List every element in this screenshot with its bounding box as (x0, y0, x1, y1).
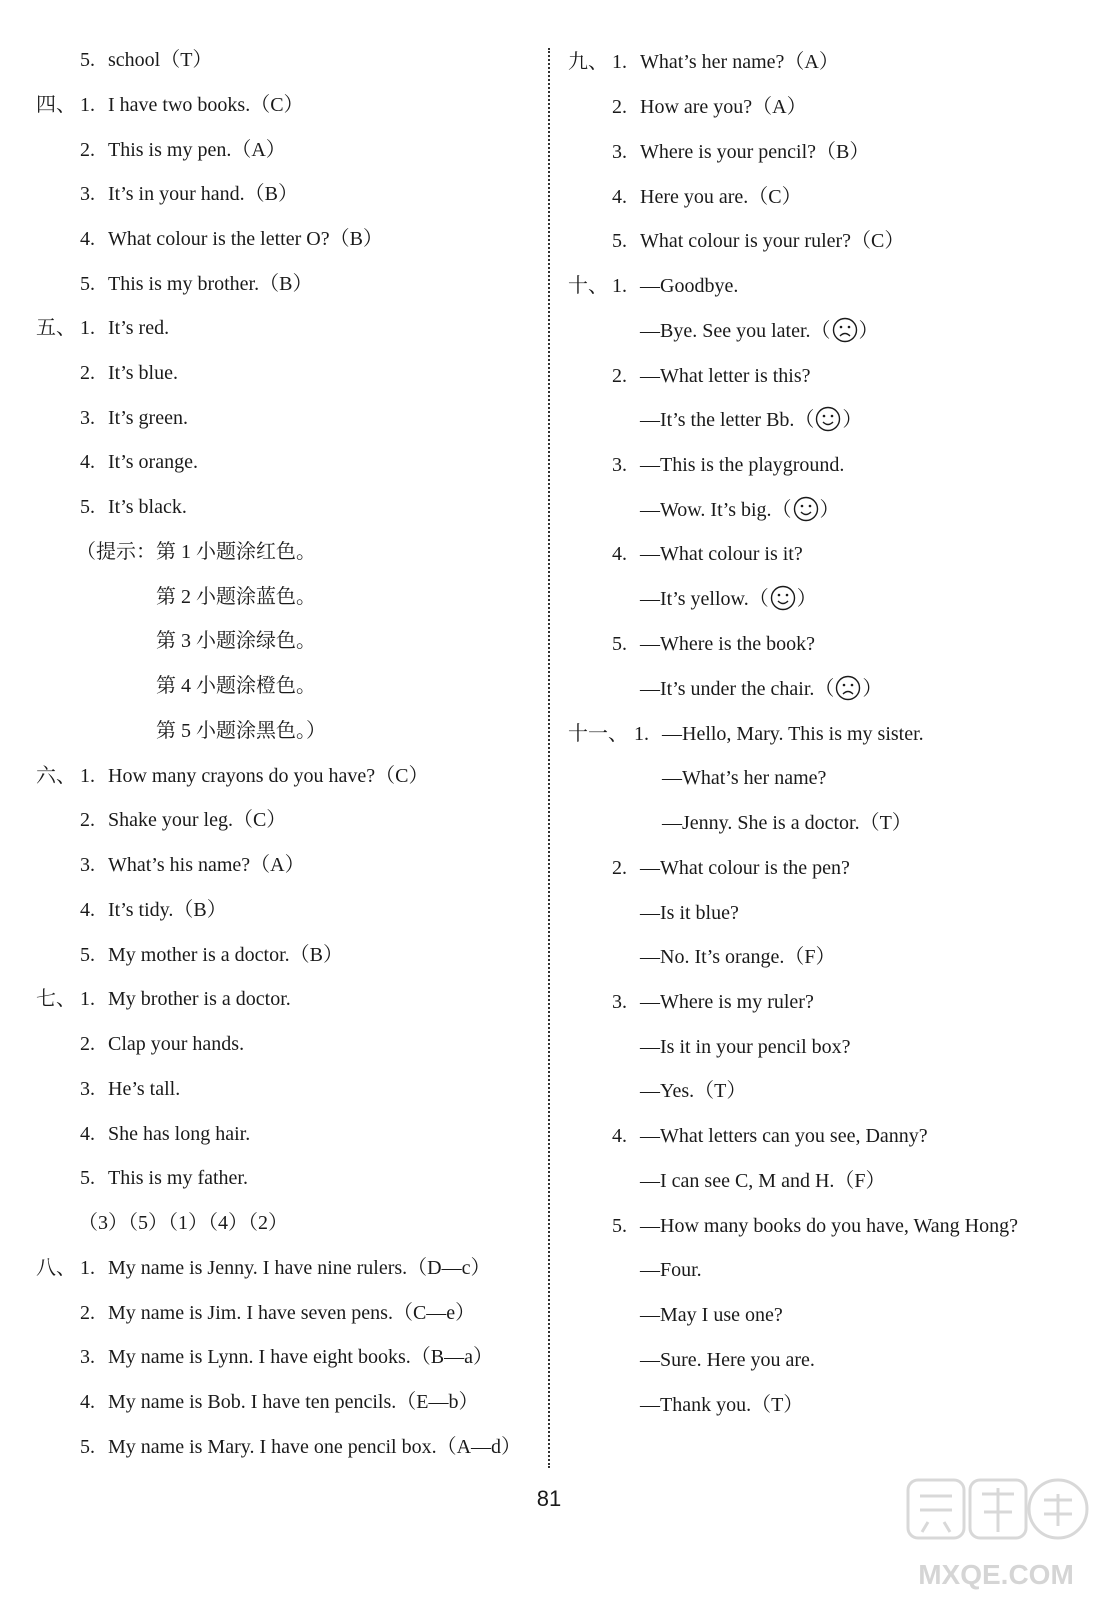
dialogue-line: —It’s the letter Bb.（ ） (640, 406, 862, 434)
answer-line: 3. It’s green. (80, 407, 188, 429)
answer-line: 5. It’s black. (80, 496, 187, 518)
dialogue-line: —No. It’s orange.（F） (640, 946, 836, 968)
hint-line: 第 2 小题涂蓝色。 (156, 586, 316, 608)
answer-line: 4. Here you are.（C） (612, 186, 802, 208)
section-label: 四、 (36, 94, 76, 116)
dialogue-line: —It’s yellow.（ ） (640, 585, 817, 613)
dialogue-line: —Bye. See you later.（ ） (640, 317, 879, 345)
section-label: 十一、 (568, 723, 628, 745)
hint-line: 第 5 小题涂黑色。） (156, 720, 326, 742)
dialogue-line: 2. —What letter is this? (612, 365, 811, 387)
dialogue-line: —Jenny. She is a doctor.（T） (662, 812, 912, 834)
dialogue-line: —May I use one? (640, 1304, 783, 1326)
dialogue-line: 4. —What colour is it? (612, 543, 803, 565)
answer-line: 5. What colour is your ruler?（C） (612, 230, 905, 252)
answer-line: 5. This is my father. (80, 1167, 248, 1189)
dialogue-line: 2. —What colour is the pen? (612, 857, 850, 879)
sad-face-icon (835, 675, 861, 701)
dialogue-line: —Is it in your pencil box? (640, 1036, 851, 1058)
dialogue-line: 4. —What letters can you see, Danny? (612, 1125, 928, 1147)
dialogue-line: —Four. (640, 1259, 702, 1281)
section-label: 五、 (36, 317, 76, 339)
section-label: 八、 (36, 1257, 76, 1279)
section-8-line-1: 八、 1. My name is Jenny. I have nine rulers.（D—c） (36, 1254, 491, 1282)
answer-line: 4. My name is Bob. I have ten pencils.（E—b） (80, 1391, 479, 1413)
section-7-line-1: 七、 1. My brother is a doctor. (36, 985, 291, 1013)
answer-line: 3. What’s his name?（A） (80, 854, 305, 876)
dialogue-line: 3. —This is the playground. (612, 454, 845, 476)
order-answer: （3）（5）（1）（4）（2） (78, 1212, 288, 1234)
watermark-text: MXQE.COM (918, 1559, 1074, 1590)
answer-line: 5. This is my brother.（B） (80, 273, 313, 295)
answer-line: 2. This is my pen.（A） (80, 139, 286, 161)
dialogue-line: 5. —How many books do you have, Wang Hong? (612, 1215, 1018, 1237)
hint-line: 第 3 小题涂绿色。 (156, 630, 316, 652)
answer-line: 3. It’s in your hand.（B） (80, 183, 298, 205)
hint-line: 第 4 小题涂橙色。 (156, 675, 316, 697)
answer-line: 4. It’s tidy.（B） (80, 899, 227, 921)
answer-line: 3. Where is your pencil?（B） (612, 141, 870, 163)
dialogue-line: —Is it blue? (640, 902, 739, 924)
section-label: 九、 (568, 51, 608, 73)
section-label: 十、 (568, 275, 608, 297)
answer-line: 4. What colour is the letter O?（B） (80, 228, 383, 250)
dialogue-line: —Thank you.（T） (640, 1394, 804, 1416)
answer-line: 2. My name is Jim. I have seven pens.（C—e） (80, 1302, 476, 1324)
answer-line: 5. My name is Mary. I have one pencil box.（A—d） (80, 1436, 522, 1458)
dialogue-line: —It’s under the chair.（ ） (640, 675, 882, 703)
answer-line: 3. He’s tall. (80, 1078, 181, 1100)
page-number: 81 (536, 1486, 562, 1511)
section-4-line-1: 四、 1. I have two books.（C） (36, 91, 304, 119)
dialogue-line: —I can see C, M and H.（F） (640, 1170, 886, 1192)
dialogue-line: —Yes.（T） (640, 1080, 747, 1102)
happy-face-icon (793, 496, 819, 522)
section-5-line-1: 五、 1. It’s red. (36, 314, 169, 342)
dialogue-line: 5. —Where is the book? (612, 633, 815, 655)
happy-face-icon (815, 406, 841, 432)
dialogue-line: —What’s her name? (662, 767, 827, 789)
section-6-line-1: 六、 1. How many crayons do you have?（C） (36, 762, 429, 790)
dialogue-line: —Sure. Here you are. (640, 1349, 815, 1371)
answer-line: 5. My mother is a doctor.（B） (80, 944, 343, 966)
dialogue-line: 3. —Where is my ruler? (612, 991, 814, 1013)
section-label: 六、 (36, 765, 76, 787)
section-label: 七、 (36, 988, 76, 1010)
answer-line: 3. My name is Lynn. I have eight books.（B—a） (80, 1346, 493, 1368)
answer-line: 2. It’s blue. (80, 362, 178, 384)
section-10-line-1: 十、 1. —Goodbye. (568, 272, 738, 300)
sad-face-icon (832, 317, 858, 343)
answer-line: 2. Shake your leg.（C） (80, 809, 287, 831)
answer-line: 2. Clap your hands. (80, 1033, 245, 1055)
answer-line: 5. school（T） (80, 49, 213, 71)
dialogue-line: —Wow. It’s big.（ ） (640, 496, 840, 524)
happy-face-icon (770, 585, 796, 611)
section-11-line-1: 十一、 1. —Hello, Mary. This is my sister. (568, 720, 924, 748)
hint-line: （提示：第 1 小题涂红色。 (76, 541, 316, 563)
column-divider (548, 48, 550, 1468)
section-9-line-1: 九、 1. What’s her name?（A） (568, 48, 839, 76)
watermark-logo (898, 1472, 1094, 1596)
answer-line: 4. It’s orange. (80, 451, 198, 473)
answer-line: 2. How are you?（A） (612, 96, 807, 118)
answer-line: 4. She has long hair. (80, 1123, 251, 1145)
